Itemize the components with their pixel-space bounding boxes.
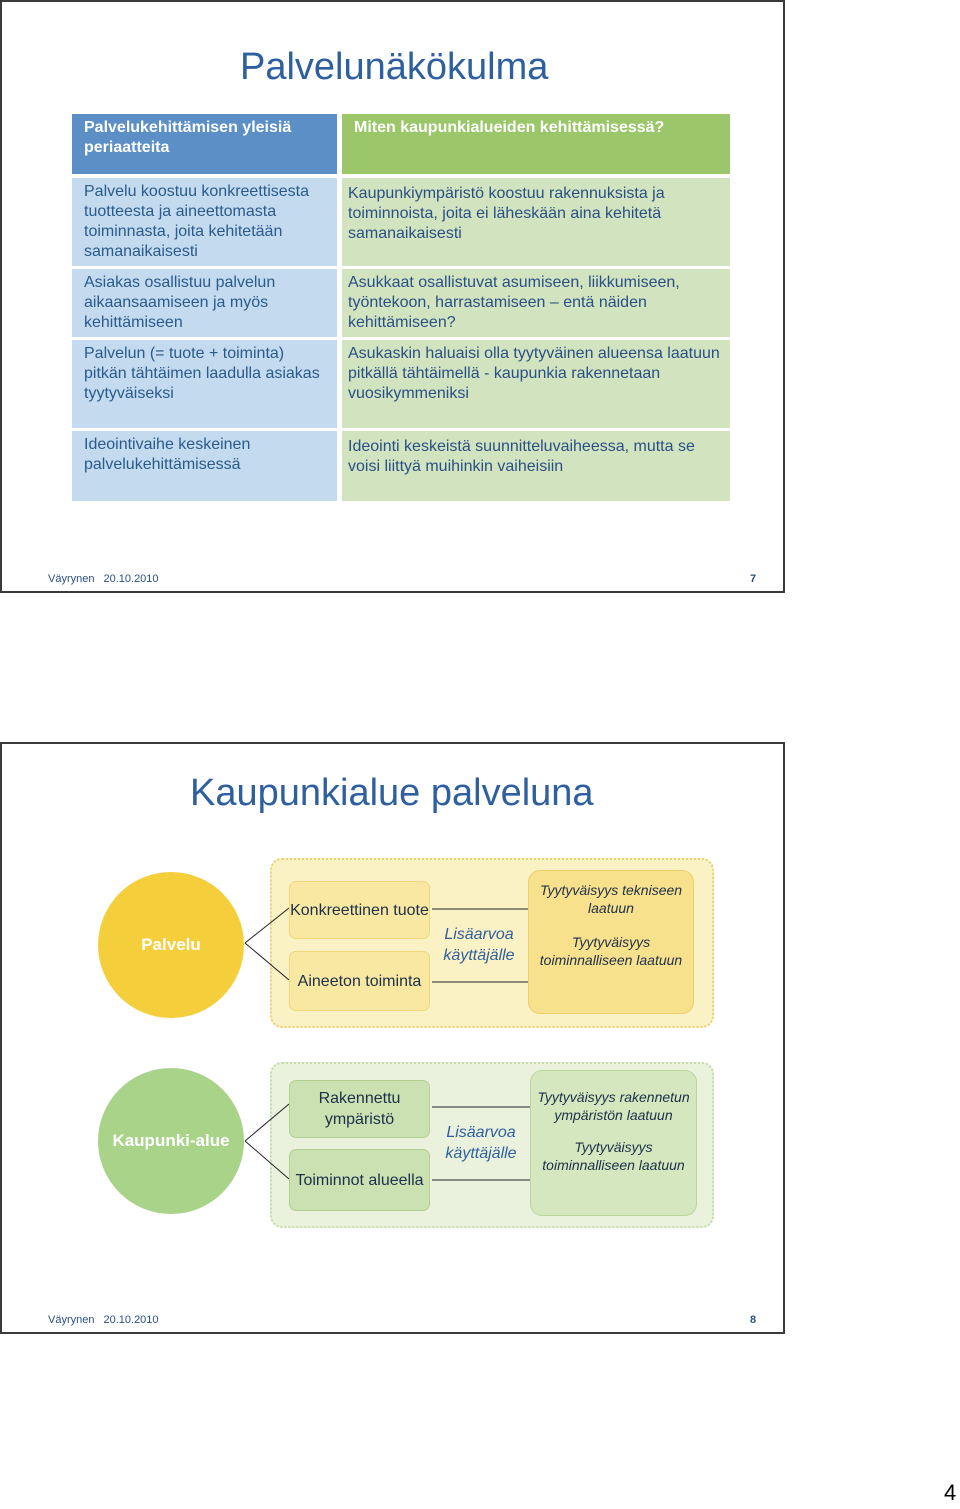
circle-kaupunkialue: Kaupunki-alue <box>98 1068 244 1214</box>
right-item-4: Ideointi keskeistä suunnitteluvaiheessa, mutta se voisi liittyä muihinkin vaiheisiin <box>342 431 730 501</box>
result-functional-quality-city: Tyytyväisyys toiminnalliseen laatuun <box>542 1139 685 1173</box>
left-item-2: Asiakas osallistuu palvelun aikaansaamiseen ja myös kehittämiseen <box>72 269 337 337</box>
box-toiminnot-alueella: Toiminnot alueella <box>289 1149 430 1211</box>
footer-date: 20.10.2010 <box>103 1314 159 1326</box>
box-tyytyvaisyys-city <box>530 1070 697 1216</box>
footer-author: Väyrynen <box>48 1314 95 1326</box>
label-lisaarvoa-1: Lisäarvoa käyttäjälle <box>443 926 515 964</box>
box-rakennettu-ymparisto: Rakennettu ympäristö <box>289 1080 430 1138</box>
box-tyytyvaisyys-service <box>528 870 694 1014</box>
diagram-connectors <box>2 744 787 1336</box>
result-functional-quality: Tyytyväisyys toiminnalliseen laatuun <box>539 934 683 968</box>
left-item-4: Ideointivaihe keskeinen palvelukehittämisessä <box>72 431 337 501</box>
footer-author: Väyrynen <box>48 573 95 585</box>
slide-8 <box>0 742 785 1334</box>
slide-page-number: 8 <box>750 1314 757 1326</box>
box-aineeton-toiminta: Aineeton toiminta <box>289 951 430 1011</box>
slide-7 <box>0 0 785 593</box>
box-konkreettinen-tuote: Konkreettinen tuote <box>289 881 430 939</box>
right-item-2: Asukkaat osallistuvat asumiseen, liikkumiseen, työntekoon, harrastamiseen – entä näiden kehittämiseen? <box>342 269 730 337</box>
left-item-1: Palvelu koostuu konkreettisesta tuotteesta ja aineettomasta toiminnasta, joita kehitetään samanaikaisesti <box>72 178 337 266</box>
footer-date: 20.10.2010 <box>103 573 159 585</box>
circle-palvelu: Palvelu <box>98 872 244 1018</box>
slide-footer <box>48 1314 159 1326</box>
document-page-number: 4 <box>944 1480 957 1505</box>
left-column-header: Palvelukehittämisen yleisiä periaatteita <box>72 114 337 174</box>
slide-title: Palvelunäkökulma <box>240 46 549 88</box>
right-item-1: Kaupunkiympäristö koostuu rakennuksista ja toiminnoista, joita ei läheskään aina kehitetä samanaikaisesti <box>342 178 730 266</box>
left-item-3: Palvelun (= tuote + toiminta) pitkän tähtäimen laadulla asiakas tyytyväiseksi <box>72 340 337 428</box>
slide-footer <box>48 573 159 585</box>
right-column-header: Miten kaupunkialueiden kehittämisessä? <box>342 114 730 174</box>
slide-page-number: 7 <box>750 573 757 585</box>
result-technical-quality: Tyytyväisyys tekniseen laatuun <box>539 882 683 916</box>
right-item-3: Asukaskin haluaisi olla tyytyväinen alueensa laatuun pitkällä tähtäimellä - kaupunkia rakennetaan vuosikymmeniksi <box>342 340 730 428</box>
result-built-environment-quality: Tyytyväisyys rakennetun ympäristön laatuun <box>537 1089 690 1123</box>
slide-title: Kaupunkialue palveluna <box>190 772 594 814</box>
label-lisaarvoa-2: Lisäarvoa käyttäjälle <box>445 1124 517 1162</box>
